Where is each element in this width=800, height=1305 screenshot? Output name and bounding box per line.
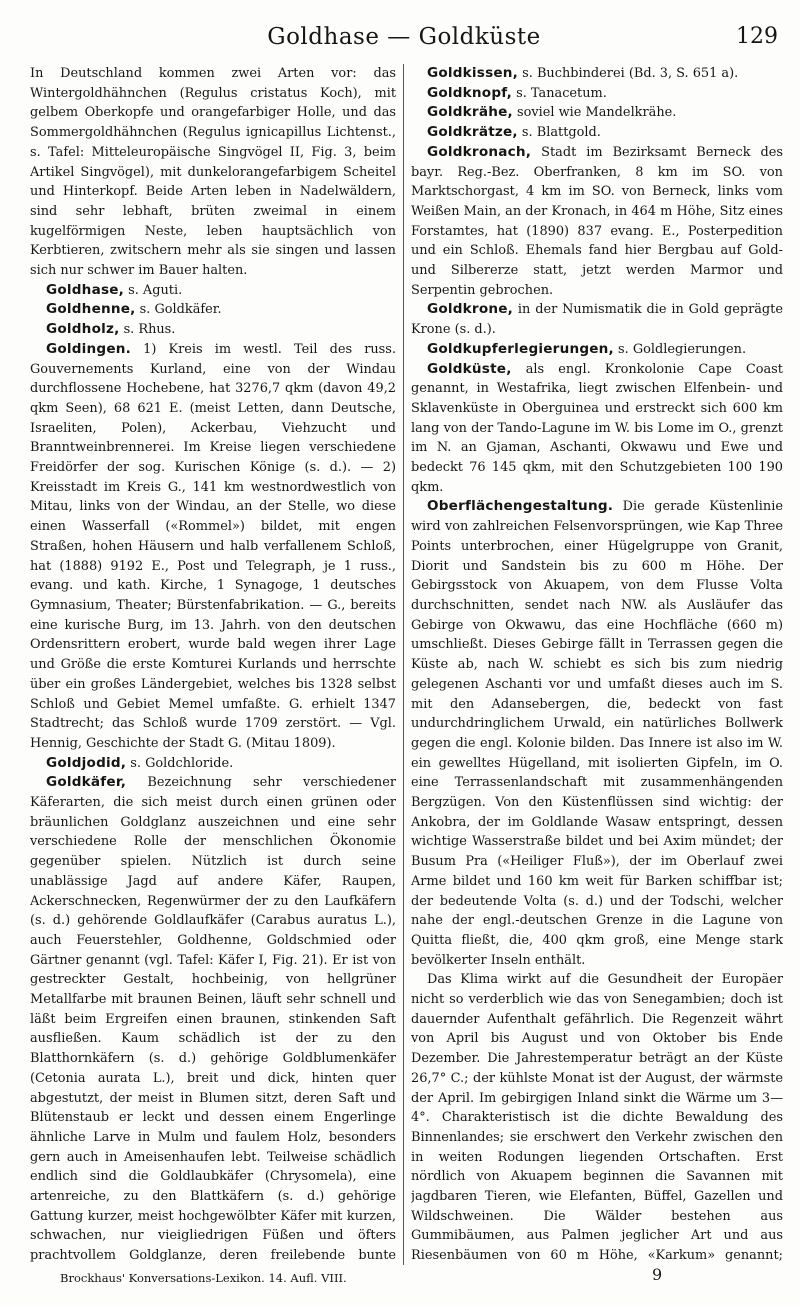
- entry-text: s. Goldkäfer.: [139, 302, 222, 318]
- entry: [411, 300, 783, 339]
- entry: [411, 143, 783, 301]
- entry-headword: Goldjodid,: [46, 754, 127, 771]
- entry: [30, 340, 396, 754]
- entry: [30, 64, 396, 281]
- signature-mark: 9: [652, 1265, 663, 1284]
- entry-headword: Goldknopf,: [427, 84, 513, 101]
- entry: [30, 320, 396, 340]
- entry: [411, 340, 783, 360]
- entry-headword: Goldkupferlegierungen,: [427, 340, 614, 357]
- entry: [411, 84, 783, 104]
- entry-text: 1) Kreis im westl. Teil des russ. Gouvernements Kurland, eine von der Windau durchflossene Hochebene, hat 3276,7 qkm (davon 49,2 qkm Seen), 68 621 E. (meist Letten, dann Deutsche, Israeliten, Polen), Ackerbau, Viehzucht und Branntweinbrennerei. Im Kreise liegen verschiedene Freidörfer der sog. Kurischen Könige (s. d.). — 2) Kreisstadt im Kreis G., 141 km westnordwestlich von Mitau, links von der Windau, an der Stelle, wo diese einen Wasserfall («Rommel») bildet, mit engen Straßen, hohen Häusern und halb verfallenem Schloß, hat (1888) 9192 E., Post und Telegraph, je 1 russ., evang. und kath. Kirche, 1 Synagoge, 1 deutsches Gymnasium, Theater; Bürstenfabrikation. — G., bereits eine kurische Burg, im 13. Jahrh. von den deutschen Ordensrittern erobert, wurde bald wegen ihrer Lage und Größe die erste Komturei Kurlands und herrschte über ein großes Ländergebiet, welches bis 1328 selbst Schloß und Gebiet Memel umfaßte. G. erhielt 1347 Stadtrecht; das Schloß wurde 1709 zerstört. — Vgl. Hennig, Geschichte der Stadt G. (Mitau 1809).: [30, 341, 396, 751]
- entry: [411, 103, 783, 123]
- entry-text: Stadt im Bezirksamt Berneck des bayr. Reg.-Bez. Oberfranken, 8 km im SO. von Marktschorgast, 4 km im SO. von Berneck, links vom Weißen Main, an der Kronach, in 464 m Höhe, Sitz eines Forstamtes, hat (1890) 837 evang. E., Posterpedition und ein Schloß. Ehemals fand hier Bergbau auf Gold- und Silbererze statt, jetzt werden Marmor und Serpentin gebrochen.: [411, 144, 783, 298]
- entry-headword: Goldküste,: [427, 360, 512, 377]
- entry-text: als engl. Kronkolonie Cape Coast genannt, in Westafrika, liegt zwischen Elfenbein- und Sklavenküste in Oberguinea und erstreckt sich 600 km lang von der Tando-Lagune im W. bis Lome im O., grenzt im N. an Gjaman, Aschanti, Okwawu und Ewe und bedeckt 76 145 qkm, mit den Schutzgebieten 100 190 qkm.: [411, 361, 783, 495]
- page-number: 129: [736, 24, 778, 49]
- entry-text: s. Rhus.: [123, 322, 176, 338]
- entry-text: in der Numismatik die in Gold geprägte Krone (s. d.).: [411, 302, 783, 338]
- running-title: Goldhase — Goldküste: [267, 24, 541, 50]
- entry-text: In Deutschland kommen zwei Arten vor: das Wintergoldhähnchen (Regulus cristatus Koch), mit gelbem Oberkopfe und orangefarbiger Holle, und das Sommergoldhähnchen (Regulus ignicapillus Lichtenst., s. Tafel: Mitteleuropäische Singvögel II, Fig. 3, beim Artikel Singvögel), mit dunkelorangefarbigem Scheitel und Hinterkopf. Beide Arten leben in Nadelwäldern, sind sehr lebhaft, brüten zweimal in einem kugelförmigen Neste, leben hauptsächlich von Kerbtieren, zwitschern mehr als sie singen und lassen sich nur schwer im Bauer halten.: [30, 66, 396, 279]
- entry: [30, 281, 396, 301]
- entry: [411, 497, 783, 970]
- entry: [411, 360, 783, 498]
- entry: [411, 64, 783, 84]
- entry-headword: Goldkrähe,: [427, 104, 513, 121]
- entry-headword: Goldkronach,: [427, 143, 532, 160]
- entry-text: s. Aguti.: [128, 282, 183, 298]
- entry: [411, 123, 783, 143]
- entry: [30, 300, 396, 320]
- section-headword: Oberflächengestaltung.: [427, 498, 614, 515]
- right-column: [411, 64, 783, 1265]
- column-divider: [403, 64, 404, 1265]
- entry-text: s. Blattgold.: [521, 125, 601, 141]
- page-footer: [30, 1265, 778, 1293]
- entry-headword: Goldingen.: [46, 340, 132, 357]
- entry-text: s. Goldchloride.: [130, 755, 234, 771]
- entry-text: s. Buchbinderei (Bd. 3, S. 651 a).: [522, 66, 739, 81]
- left-column: [30, 64, 396, 1265]
- entry: [30, 773, 396, 1265]
- entry-headword: Goldholz,: [46, 321, 120, 338]
- entry-text: soviel wie Mandelkrähe.: [516, 105, 677, 121]
- section-text: Die gerade Küstenlinie wird von zahlreichen Felsenvorsprüngen, wie Kap Three Points unterbrochen, einer Hügelgruppe von Granit, Diorit und Sandstein bis zu 600 m Höhe. Der Gebirgsstock von Akuapem, von dem Flusse Volta durchschnitten, sendet nach NW. als Ausläufer das Gebirge von Okwawu, das eine Hochfläche (660 m) umschließt. Dieses Gebirge fällt in Terrassen gegen die Küste ab, nach W. schiebt es sich bis zum niedrig gelegenen Aschanti vor und umfaßt dieses auch im S. mit den Adansebergen, die, bedeckt von fast undurchdringlichem Urwald, ein natürliches Bollwerk gegen die engl. Kolonie bilden. Das Innere ist also im W. ein gewelltes Hügelland, mit isolierten Gipfeln, im O. eine Terrassenlandschaft mit zusammenhängenden Bergzügen. Von den Küstenflüssen sind wichtig: der Ankobra, der im Goldlande Wasaw entspringt, dessen wichtige Wasserstraße bildet und bei Axim mündet; der Busum Pra («Heiliger Fluß»), der im Oberlauf zwei Arme bildet und 160 km weit für Barken schiffbar ist; der bedeutende Volta (s. d.) und der Todschi, welcher nahe der engl.-deutschen Grenze in die Lagune von Quitta fließt, die, 400 qkm groß, eine Menge stark bevölkerter Inseln enthält.: [411, 499, 783, 968]
- paragraph-text: Das Klima wirkt auf die Gesundheit der Europäer nicht so verderblich wie das von Senegambien; doch ist dauernder Aufenthalt gefährlich. Die Regenzeit währt von April bis August und von Oktober bis Ende Dezember. Die Jahrestemperatur beträgt an der Küste 26,7° C.; der kühlste Monat ist der August, der wärmste der April. Im gebirgigen Inland sinkt die Wärme um 3—4°. Charakteristisch ist die dichte Bewaldung des Binnenlandes; sie erschwert den Verkehr zwischen den in weiten Rodungen liegenden Ortschaften. Erst nördlich von Akuapem beginnen die Savannen mit jagdbaren Tieren, wie Elefanten, Büffel, Gazellen und Wildschweinen. Die Wälder bestehen aus Gummibäumen, aus Palmen jeglicher Art und aus Riesenbäumen von 60 m Höhe, «Karkum» genannt;: [411, 972, 783, 1264]
- entry-headword: Goldkrätze,: [427, 124, 518, 141]
- publisher-imprint: Brockhaus' Konversations-Lexikon. 14. Aufl. VIII.: [60, 1271, 347, 1285]
- entry: [30, 754, 396, 774]
- entry-text: s. Tanacetum.: [516, 85, 607, 101]
- paragraph: [411, 970, 783, 1265]
- entry-headword: Goldhenne,: [46, 301, 136, 318]
- entry-headword: Goldkäfer,: [46, 774, 127, 791]
- entry-headword: Goldkrone,: [427, 301, 514, 318]
- entry-text: s. Goldlegierungen.: [618, 341, 747, 357]
- page-header: [30, 16, 778, 56]
- entry-headword: Goldkissen,: [427, 65, 519, 81]
- entry-headword: Goldhase,: [46, 281, 125, 298]
- entry-text: Bezeichnung sehr verschiedener Käferarten, die sich meist durch einen grünen oder bräunlichen Goldglanz auszeichnen und eine sehr verschiedene Rolle der menschlichen Ökonomie gegenüber spielen. Nützlich ist durch seine unablässige Jagd auf andere Käfer, Raupen, Ackerschnecken, Regenwürmer der zu den Laufkäfern (s. d.) gehörende Goldlaufkäfer (Carabus auratus L.), auch Feuerstehler, Goldhenne, Goldschmied oder Gärtner genannt (vgl. Tafel: Käfer I, Fig. 21). Er ist von gestreckter Gestalt, hochbeinig, von hellgrüner Metallfarbe mit braunen Beinen, läuft sehr schnell und läßt beim Ergreifen einen braunen, stinkenden Saft ausfließen. Kaum schädlich ist der zu den Blatthornkäfern (s. d.) gehörige Goldblumenkäfer (Cetonia aurata L.), breit und dick, hinten quer abgestutzt, der meist in Blumen sitzt, deren Saft und Blütenstaub er leckt und dessen einem Engerlinge ähnliche Larve in Mulm und faulem Holz, besonders gern auch in Ameisenhaufen lebt. Teilweise schädlich endlich sind die Goldlaubkäfer (Chrysomela), eine artenreiche, zu den Blattkäfern (s. d.) gehörige Gattung kurzer, meist hochgewölbter Käfer mit kurzen, schwachen, nur vieigliedrigen Füßen und öfters prachtvollem Goldglanze, deren freilebende bunte: [30, 775, 396, 1264]
